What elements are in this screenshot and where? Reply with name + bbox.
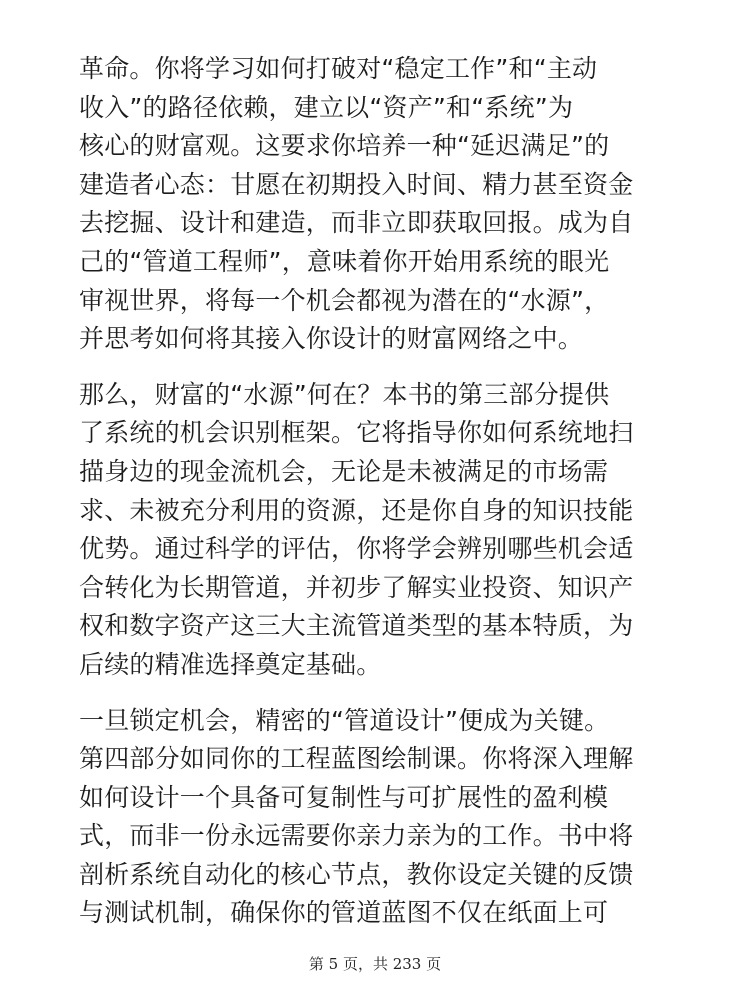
text-line: 求、未被充分利用的资源，还是你自身的知识技能	[79, 495, 634, 525]
text-line: 后续的精准选择奠定基础。	[79, 649, 382, 679]
text-line: 那么，财富的“水源”何在？本书的第三部分提供	[79, 379, 610, 409]
body-text	[79, 50, 679, 950]
text-line: 第四部分如同你的工程蓝图绘制课。你将深入理解	[79, 744, 634, 774]
text-line: 核心的财富观。这要求你培养一种“延迟满足”的	[79, 131, 610, 161]
text-line: 如何设计一个具备可复制性与可扩展性的盈利模	[79, 782, 609, 812]
text-line: 了系统的机会识别框架。它将指导你如何系统地扫	[79, 418, 634, 448]
text-line: 建造者心态：甘愿在初期投入时间、精力甚至资金	[79, 169, 634, 199]
text-line: 去挖掘、设计和建造，而非立即获取回报。成为自	[79, 208, 634, 238]
text-line: 己的“管道工程师”，意味着你开始用系统的眼光	[79, 246, 610, 276]
text-line: 优势。通过科学的评估，你将学会辨别哪些机会适	[79, 534, 634, 564]
paragraph-3	[79, 702, 679, 934]
text-line: 并思考如何将其接入你设计的财富网络之中。	[79, 324, 584, 354]
text-line: 收入”的路径依赖，建立以“资产”和“系统”为	[79, 92, 574, 122]
text-line: 一旦锁定机会，精密的“管道设计”便成为关键。	[79, 705, 610, 735]
text-line: 式，而非一份永远需要你亲力亲为的工作。书中将	[79, 821, 634, 851]
page-number-footer: 第 5 页，共 233 页	[308, 955, 442, 973]
text-line: 描身边的现金流机会，无论是未被满足的市场需	[79, 456, 609, 486]
text-line: 权和数字资产这三大主流管道类型的基本特质，为	[79, 611, 634, 641]
text-line: 与测试机制，确保你的管道蓝图不仅在纸面上可	[79, 898, 609, 928]
text-line: 合转化为长期管道，并初步了解实业投资、知识产	[79, 572, 634, 602]
text-line: 剖析系统自动化的核心节点，教你设定关键的反馈	[79, 859, 634, 889]
paragraph-2	[79, 376, 679, 685]
paragraph-1	[79, 50, 679, 359]
text-line: 审视世界，将每一个机会都视为潜在的“水源”，	[79, 285, 610, 315]
text-line: 革命。你将学习如何打破对“稳定工作”和“主动	[79, 54, 598, 83]
